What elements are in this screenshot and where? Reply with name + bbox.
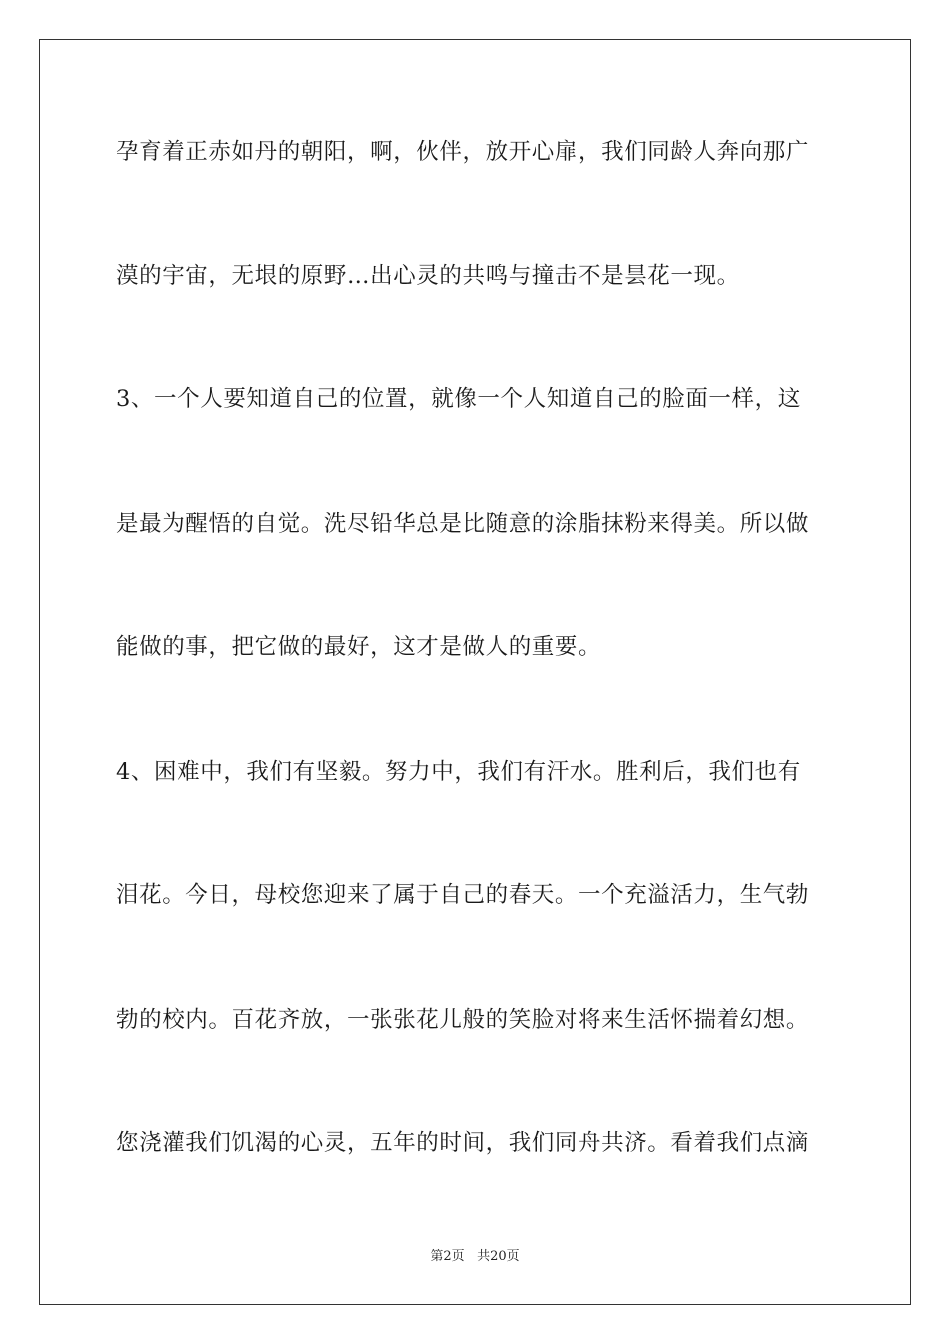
paragraph-line: 能做的事，把它做的最好，这才是做人的重要。 <box>116 634 602 660</box>
paragraph-line: 孕育着正赤如丹的朝阳，啊，伙伴，放开心扉，我们同龄人奔向那广 <box>116 139 810 165</box>
paragraph-line: 漠的宇宙，无垠的原野…出心灵的共鸣与撞击不是昙花一现。 <box>116 263 740 289</box>
paragraph-line: 4、困难中，我们有坚毅。努力中，我们有汗水。胜利后，我们也有 <box>116 759 801 785</box>
page-footer <box>0 1248 950 1266</box>
footer-separator <box>465 1249 477 1264</box>
page-border <box>39 39 911 1305</box>
paragraph-line: 泪花。今日，母校您迎来了属于自己的春天。一个充溢活力，生气勃 <box>116 882 810 908</box>
paragraph-line: 勃的校内。百花齐放，一张张花儿般的笑脸对将来生活怀揣着幻想。 <box>116 1007 810 1033</box>
page-number-total: 共20页 <box>477 1249 520 1264</box>
paragraph-line: 您浇灌我们饥渴的心灵，五年的时间，我们同舟共济。看着我们点滴 <box>116 1130 810 1156</box>
paragraph-line: 3、一个人要知道自己的位置，就像一个人知道自己的脸面一样，这 <box>116 386 801 412</box>
page-number-current: 第2页 <box>430 1249 465 1264</box>
paragraph-line: 是最为醒悟的自觉。洗尽铅华总是比随意的涂脂抹粉来得美。所以做 <box>116 511 810 537</box>
